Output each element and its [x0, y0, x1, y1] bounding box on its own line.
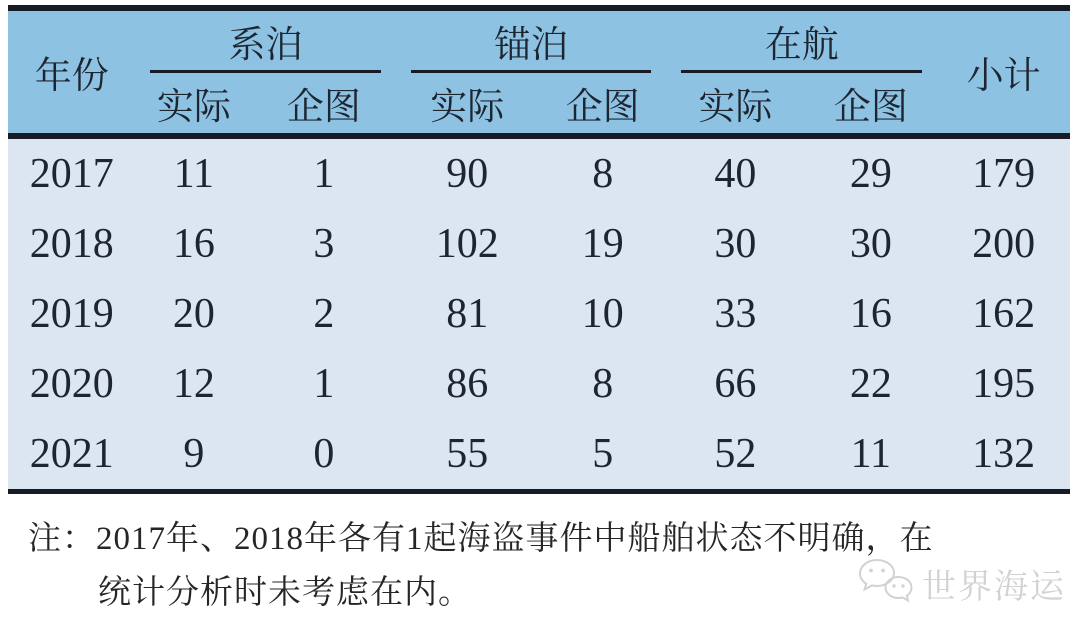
subcol-anchored-attempted: 企图	[539, 73, 666, 136]
year-cell: 2018	[8, 209, 135, 279]
header-group-row	[8, 8, 1070, 73]
data-cell: 10	[539, 279, 666, 349]
table-row-2017	[8, 136, 1070, 209]
data-cell: 33	[666, 279, 804, 349]
subtotal-cell: 179	[937, 136, 1070, 209]
data-cell: 2	[252, 279, 395, 349]
header-sub-row	[8, 73, 1070, 136]
year-cell: 2021	[8, 419, 135, 492]
data-cell: 22	[804, 349, 937, 419]
data-cell: 20	[135, 279, 252, 349]
subcol-underway-actual: 实际	[666, 73, 804, 136]
watermark	[856, 558, 1066, 609]
table-row-2020	[8, 349, 1070, 419]
data-cell: 3	[252, 209, 395, 279]
data-cell: 9	[135, 419, 252, 492]
year-cell: 2020	[8, 349, 135, 419]
data-cell: 1	[252, 136, 395, 209]
col-group-anchored-label: 锚泊	[494, 24, 568, 66]
data-cell: 12	[135, 349, 252, 419]
data-cell: 19	[539, 209, 666, 279]
data-cell: 55	[396, 419, 539, 492]
table-row-2019	[8, 279, 1070, 349]
col-group-anchored	[396, 8, 667, 73]
subtotal-cell: 195	[937, 349, 1070, 419]
data-cell: 81	[396, 279, 539, 349]
data-cell: 40	[666, 136, 804, 209]
data-cell: 30	[804, 209, 937, 279]
col-header-subtotal: 小计	[937, 8, 1070, 136]
data-cell: 16	[135, 209, 252, 279]
col-group-moored	[135, 8, 395, 73]
data-cell: 30	[666, 209, 804, 279]
col-group-underway-label: 在航	[764, 24, 839, 66]
data-cell: 11	[804, 419, 937, 492]
footnote-line-1: 注：2017年、2018年各有1起海盗事件中船舶状态不明确，在	[28, 521, 934, 557]
data-cell: 90	[396, 136, 539, 209]
data-cell: 11	[135, 136, 252, 209]
subtotal-cell: 200	[937, 209, 1070, 279]
data-cell: 0	[252, 419, 395, 492]
col-group-moored-label: 系泊	[228, 24, 303, 66]
footnote-line-2: 统计分析时未考虑在内。	[98, 575, 472, 611]
data-cell: 29	[804, 136, 937, 209]
table-row-2021	[8, 419, 1070, 492]
col-header-year: 年份	[8, 8, 135, 136]
data-cell: 8	[539, 136, 666, 209]
subcol-moored-attempted: 企图	[252, 73, 395, 136]
data-cell: 52	[666, 419, 804, 492]
subcol-anchored-actual: 实际	[396, 73, 539, 136]
watermark-label: 世界海运	[922, 568, 1066, 606]
subtotal-cell: 162	[937, 279, 1070, 349]
year-cell: 2019	[8, 279, 135, 349]
subtotal-cell: 132	[937, 419, 1070, 492]
data-cell: 5	[539, 419, 666, 492]
subcol-moored-actual: 实际	[135, 73, 252, 136]
subcol-underway-attempted: 企图	[804, 73, 937, 136]
data-cell: 86	[396, 349, 539, 419]
year-cell: 2017	[8, 136, 135, 209]
data-cell: 16	[804, 279, 937, 349]
piracy-status-table	[8, 5, 1070, 494]
data-cell: 8	[539, 349, 666, 419]
data-cell: 102	[396, 209, 539, 279]
col-group-underway	[666, 8, 937, 73]
data-cell: 66	[666, 349, 804, 419]
wechat-icon	[856, 558, 914, 609]
data-cell: 1	[252, 349, 395, 419]
table-row-2018	[8, 209, 1070, 279]
